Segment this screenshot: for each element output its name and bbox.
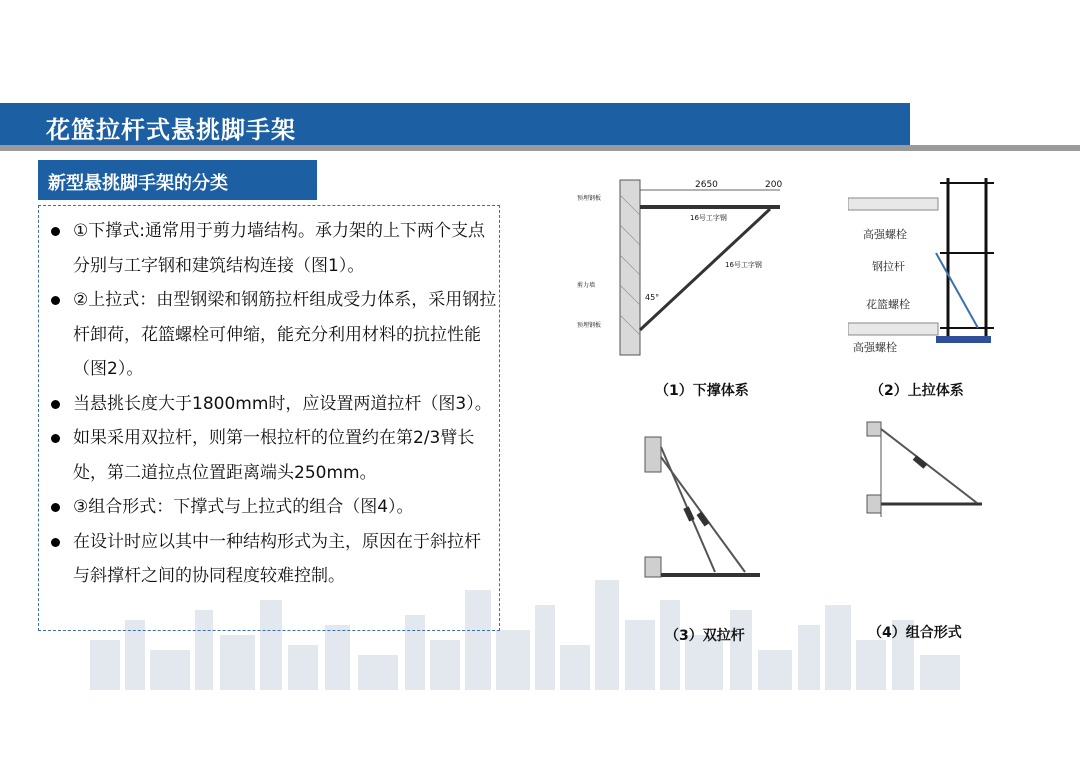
dim-main: 2650 [695,180,718,190]
bullet-icon [51,434,60,443]
bullet-text: ②上拉式：由型钢梁和钢筋拉杆组成受力体系，采用钢拉杆卸荷，花篮螺栓可伸缩，能充分利用材料的抗拉性能（图2）。 [73,290,497,379]
label-steel-rod: 钢拉杆 [872,260,905,273]
caption-fig3: （3）双拉杆 [665,628,745,644]
list-item [47,283,497,387]
bullet-text: ③组合形式：下撑式与上拉式的组合（图4）。 [73,497,414,517]
wall-label-bot: 预埋钢板 [577,322,602,329]
list-item [47,490,497,525]
bullet-text: ①下撑式:通常用于剪力墙结构。承力架的上下两个支点分别与工字钢和建筑结构连接（图1）。 [73,221,485,276]
caption-fig4: （4）组合形式 [868,625,962,641]
bullet-text: 当悬挑长度大于1800mm时，应设置两道拉杆（图3）。 [73,393,492,414]
beam-label-1: 16号工字钢 [690,214,727,222]
label-bolt-top: 高强螺栓 [863,228,907,241]
classification-text-box [38,205,500,631]
title-bar [0,103,910,145]
dim-end: 200 [765,180,783,190]
bullet-text: 在设计时应以其中一种结构形式为主，原因在于斜拉杆与斜撑杆之间的协同程度较难控制。 [73,531,481,586]
page-title: 花篮拉杆式悬挑脚手架 [46,116,296,144]
section-title: 新型悬挑脚手架的分类 [48,173,228,194]
beam-label-2: 16号工字钢 [725,261,762,269]
bullet-list [47,214,497,594]
title-divider [0,145,1080,151]
bullet-icon [51,296,60,305]
list-item [47,525,497,594]
caption-fig1: （1）下撑体系 [655,383,749,399]
figure-double-tie [640,432,770,602]
bullet-icon [51,538,60,547]
list-item [47,421,497,490]
list-item [47,387,497,422]
figure-combined [862,417,987,527]
wall-label-top: 预埋钢板 [577,195,602,202]
figure-under-brace [575,175,785,360]
bullet-icon [51,503,60,512]
figure-upper-tie [848,178,998,358]
label-turnbuckle: 花篮螺栓 [866,298,910,311]
label-bolt-bottom: 高强螺栓 [853,341,897,354]
bullet-icon [51,227,60,236]
angle-label: 45° [645,293,660,302]
bullet-icon [51,400,60,409]
caption-fig2: （2）上拉体系 [870,383,964,399]
section-heading [38,160,317,200]
wall-label-mid: 剪力墙 [577,282,596,289]
bullet-text: 如果采用双拉杆，则第一根拉杆的位置约在第2/3臂长处，第二道拉点位置距离端头250mm。 [73,428,475,483]
list-item [47,214,497,283]
